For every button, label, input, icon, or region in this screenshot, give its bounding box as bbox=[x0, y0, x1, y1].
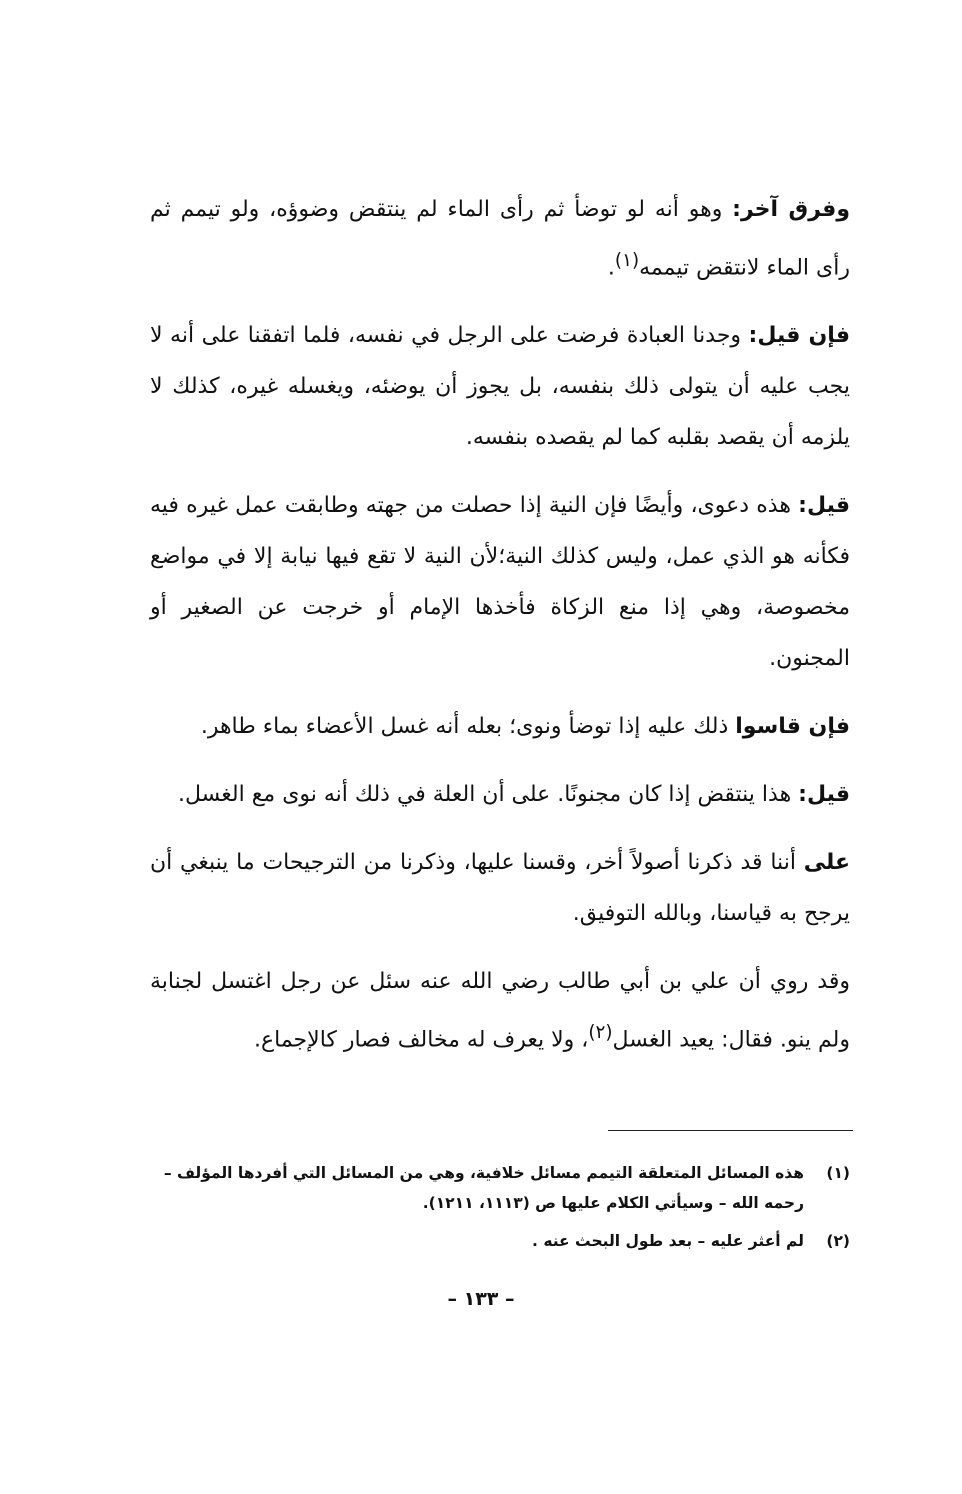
paragraph-7 bbox=[150, 956, 850, 1065]
paragraph-body: وهو أنه لو توضأ ثم رأى الماء لم ينتقض وضوؤه، ولو تيمم ثم رأى الماء لانتقض تيممه bbox=[150, 197, 850, 281]
page-number: – ١٣٣ – bbox=[447, 1288, 515, 1310]
footnote-ref[interactable]: (١) bbox=[614, 250, 640, 271]
footnote-text: لم أعثر عليه – بعد طول البحث عنه . bbox=[532, 1232, 804, 1250]
paragraph-body: ذلك عليه إذا توضأ ونوى؛ بعله أنه غسل الأعضاء بماء طاهر. bbox=[200, 714, 736, 740]
paragraph-tail: ، ولا يعرف له مخالف فصار كالإجماع. bbox=[254, 1027, 589, 1053]
footnote-text: هذه المسائل المتعلقة التيمم مسائل خلافية، وهي من المسائل التي أفردها المؤلف – رحمه الله – وسيأتي الكلام عليها ص (١١١٣، ١٢١١). bbox=[163, 1164, 804, 1212]
footnotes bbox=[150, 1158, 850, 1264]
paragraph-tail: . bbox=[607, 255, 615, 281]
paragraph-lead: وفرق آخر: bbox=[732, 197, 850, 222]
paragraph-lead: فإن قاسوا bbox=[735, 714, 850, 740]
paragraph-body: وجدنا العبادة فرضت على الرجل في نفسه، فلما اتفقنا على أنه لا يجب عليه أن يتولى ذلك بنفسه، بل يجوز أن يوضئه، ويغسله غيره، كذلك لا يلزمه أن يقصد بقلبه كما لم يقصده بنفسه. bbox=[150, 323, 850, 451]
footnote-2 bbox=[150, 1226, 850, 1256]
paragraph-body: أننا قد ذكرنا أصولاً أخر، وقسنا عليها، وذكرنا من الترجيحات ما ينبغي أن يرجح به قياسنا، وبالله التوفيق. bbox=[150, 850, 850, 927]
footnote-divider bbox=[608, 1130, 853, 1131]
paragraph-4 bbox=[150, 701, 850, 752]
paragraph-6 bbox=[150, 837, 850, 939]
paragraph-lead: قيل: bbox=[798, 782, 850, 808]
paragraph-2 bbox=[150, 310, 850, 463]
footnote-ref[interactable]: (٢) bbox=[588, 1022, 613, 1044]
footnote-number: (٢) bbox=[826, 1232, 850, 1250]
footnote-1 bbox=[150, 1158, 850, 1218]
paragraph-lead: على bbox=[803, 850, 850, 876]
paragraph-lead: قيل: bbox=[798, 493, 850, 519]
paragraph-body: وقد روي أن علي بن أبي طالب رضي الله عنه سئل عن رجل اغتسل لجنابة ولم ينو. فقال: يعيد الغسل bbox=[150, 969, 850, 1053]
paragraph-5 bbox=[150, 769, 850, 820]
paragraph-body: هذا ينتقض إذا كان مجنونًا. على أن العلة في ذلك أنه نوى مع الغسل. bbox=[178, 782, 799, 808]
main-text bbox=[150, 184, 850, 1083]
paragraph-1 bbox=[150, 184, 850, 293]
paragraph-lead: فإن قيل: bbox=[748, 323, 850, 349]
paragraph-body: هذه دعوى، وأيضًا فإن النية إذا حصلت من جهته وطابقت عمل غيره فيه فكأنه هو الذي عمل، وليس كذلك النية؛لأن النية لا تقع فيها نيابة إلا في مواضع مخصوصة، وهي إذا منع الزكاة فأخذها الإمام أو خرجت عن الصغير أو المجنون. bbox=[150, 493, 850, 672]
footnote-number: (١) bbox=[826, 1164, 850, 1182]
paragraph-3 bbox=[150, 480, 850, 684]
